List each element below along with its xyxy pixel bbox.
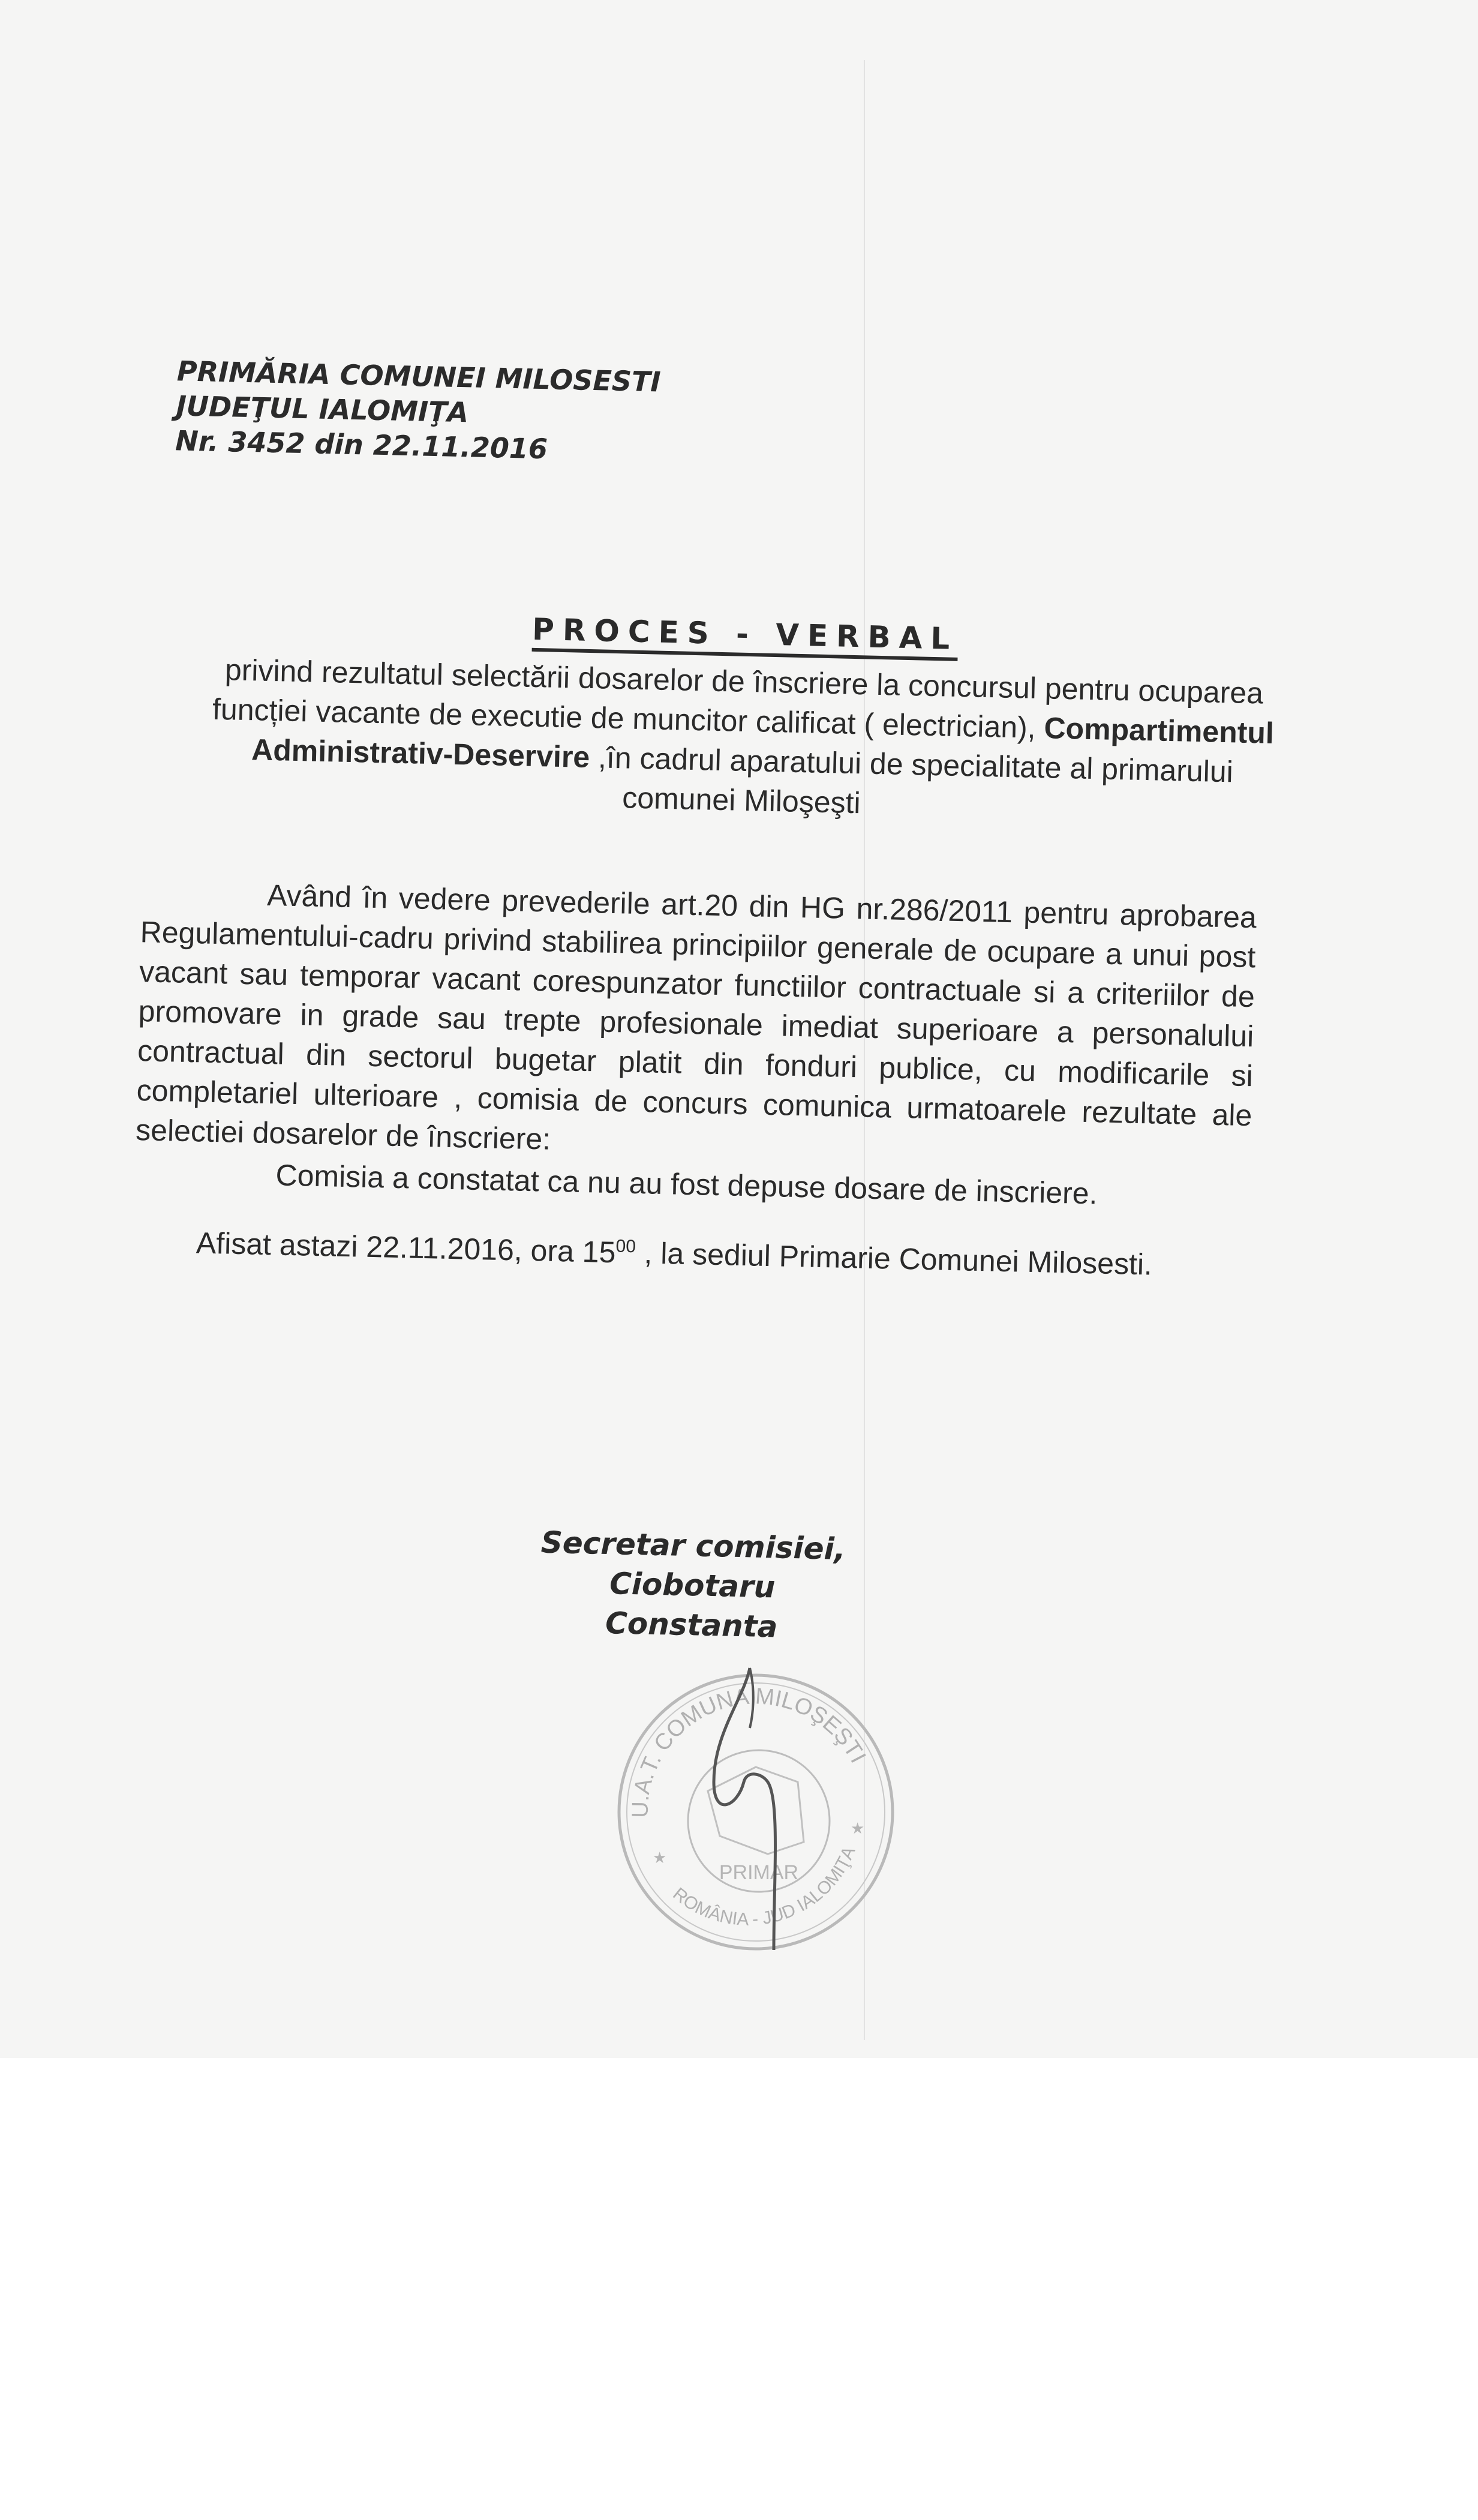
subtitle-part2: ,în cadrul aparatului de specialitate al primarului comunei Miloşeşti — [589, 740, 1234, 820]
star-icon: ★ — [653, 1849, 667, 1867]
subtitle-part1: privind rezultatul selectării dosarelor de înscriere la concursul pentru ocuparea funcției vacante de executie de muncitor calificat ( electrician), — [212, 653, 1264, 745]
registration-number: Nr. 3452 din 22.11.2016 — [175, 424, 548, 466]
body-paragraph: Având în vedere prevederile art.20 din HG nr.286/2011 pentru aprobarea Regulamentului-cadru privind stabilirea principiilor generale de ocupare a unui post vacant sau temporar vacant corespunzator functiilor contractuale si a criteriilor de promovare in grade sau trepte profesionale imediat superioare a personalului contractual din sectorul bugetar platit din fonduri publice, cu modificarile si completariel ulterioare , comisia de concurs comunica urmatoarele rezultate ale selectiei dosarelor de înscriere: — [135, 878, 1257, 1156]
posted-prefix: Afisat astazi 22.11.2016, ora 15 — [196, 1226, 617, 1270]
institution-name: PRIMĂRIA COMUNEI MILOSESTI — [176, 355, 662, 398]
stamp-top-text: U.A.T. COMUNA MILOŞEŞTI — [627, 1684, 871, 1819]
official-stamp — [606, 1662, 906, 1962]
coat-of-arms-icon — [708, 1767, 804, 1854]
posting-notice — [196, 1223, 1470, 1291]
star-icon: ★ — [851, 1819, 865, 1837]
signatory-name: Ciobotaru Constanta — [605, 1566, 779, 1645]
posted-minutes: 00 — [615, 1236, 636, 1257]
document-subtitle — [195, 649, 1290, 832]
document-body — [136, 872, 1257, 1175]
document-content — [0, 350, 1478, 1662]
stamp-bottom-text: ROMÂNIA - JUD IALOMIŢA — [669, 1843, 860, 1930]
title-text: PROCES - VERBAL — [531, 612, 958, 661]
county-name: JUDEŢUL IALOMIŢA — [176, 389, 469, 429]
commission-finding: Comisia a constatat ca nu au fost depuse dosare de inscriere. — [275, 1158, 1098, 1211]
signature-block — [523, 1522, 861, 1649]
signatory-role: Secretar comisiei, — [540, 1525, 846, 1567]
posted-suffix: , la sediul Primarie Comunei Milosesti. — [635, 1235, 1153, 1282]
stamp-center-text: PRIMAR — [719, 1861, 799, 1884]
subtitle-department: Compartimentul Administrativ-Deservire — [251, 711, 1275, 775]
